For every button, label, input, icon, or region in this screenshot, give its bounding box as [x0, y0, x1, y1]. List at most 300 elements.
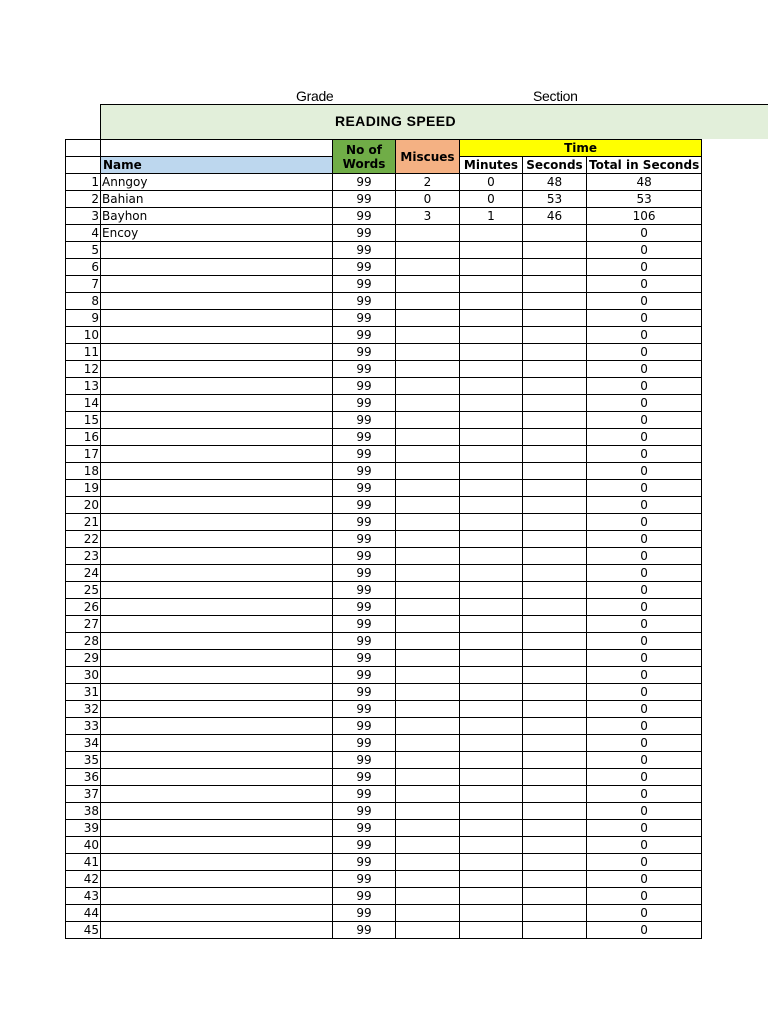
- miscues-cell[interactable]: [396, 599, 460, 616]
- seconds-cell[interactable]: [523, 259, 587, 276]
- student-name-cell[interactable]: [101, 480, 333, 497]
- words-cell[interactable]: 99: [333, 650, 396, 667]
- words-cell[interactable]: 99: [333, 684, 396, 701]
- seconds-cell[interactable]: [523, 769, 587, 786]
- row-number[interactable]: 31: [66, 684, 101, 701]
- miscues-cell[interactable]: 0: [396, 191, 460, 208]
- miscues-cell[interactable]: [396, 310, 460, 327]
- row-number[interactable]: 26: [66, 599, 101, 616]
- words-cell[interactable]: 99: [333, 701, 396, 718]
- row-number[interactable]: 12: [66, 361, 101, 378]
- student-name-cell[interactable]: [101, 293, 333, 310]
- seconds-cell[interactable]: [523, 429, 587, 446]
- seconds-cell[interactable]: [523, 718, 587, 735]
- total-seconds-cell[interactable]: 0: [587, 463, 702, 480]
- row-number[interactable]: 21: [66, 514, 101, 531]
- miscues-cell[interactable]: [396, 905, 460, 922]
- miscues-cell[interactable]: [396, 395, 460, 412]
- student-name-cell[interactable]: [101, 259, 333, 276]
- words-cell[interactable]: 99: [333, 310, 396, 327]
- student-name-cell[interactable]: [101, 752, 333, 769]
- total-seconds-cell[interactable]: 0: [587, 650, 702, 667]
- student-name-cell[interactable]: [101, 497, 333, 514]
- minutes-cell[interactable]: [460, 310, 523, 327]
- row-number[interactable]: 20: [66, 497, 101, 514]
- seconds-cell[interactable]: [523, 412, 587, 429]
- total-seconds-cell[interactable]: 0: [587, 922, 702, 939]
- minutes-cell[interactable]: [460, 242, 523, 259]
- total-seconds-cell[interactable]: 0: [587, 871, 702, 888]
- miscues-cell[interactable]: [396, 633, 460, 650]
- student-name-cell[interactable]: [101, 701, 333, 718]
- miscues-cell[interactable]: [396, 548, 460, 565]
- miscues-cell[interactable]: [396, 293, 460, 310]
- words-cell[interactable]: 99: [333, 803, 396, 820]
- miscues-cell[interactable]: [396, 701, 460, 718]
- words-cell[interactable]: 99: [333, 327, 396, 344]
- miscues-cell[interactable]: 3: [396, 208, 460, 225]
- seconds-cell[interactable]: [523, 242, 587, 259]
- miscues-cell[interactable]: [396, 667, 460, 684]
- total-seconds-cell[interactable]: 0: [587, 769, 702, 786]
- student-name-cell[interactable]: [101, 922, 333, 939]
- student-name-cell[interactable]: [101, 276, 333, 293]
- row-number[interactable]: 37: [66, 786, 101, 803]
- seconds-cell[interactable]: [523, 395, 587, 412]
- student-name-cell[interactable]: [101, 361, 333, 378]
- row-number[interactable]: 7: [66, 276, 101, 293]
- total-seconds-cell[interactable]: 0: [587, 667, 702, 684]
- seconds-cell[interactable]: [523, 565, 587, 582]
- row-number[interactable]: 5: [66, 242, 101, 259]
- total-seconds-cell[interactable]: 0: [587, 735, 702, 752]
- total-seconds-cell[interactable]: 0: [587, 293, 702, 310]
- minutes-cell[interactable]: [460, 225, 523, 242]
- row-number[interactable]: 36: [66, 769, 101, 786]
- seconds-cell[interactable]: [523, 667, 587, 684]
- miscues-cell[interactable]: [396, 820, 460, 837]
- words-cell[interactable]: 99: [333, 616, 396, 633]
- seconds-cell[interactable]: [523, 463, 587, 480]
- seconds-cell[interactable]: 48: [523, 174, 587, 191]
- seconds-cell[interactable]: [523, 327, 587, 344]
- miscues-cell[interactable]: [396, 769, 460, 786]
- total-seconds-cell[interactable]: 0: [587, 395, 702, 412]
- words-cell[interactable]: 99: [333, 276, 396, 293]
- row-number[interactable]: 10: [66, 327, 101, 344]
- seconds-cell[interactable]: [523, 548, 587, 565]
- student-name-cell[interactable]: [101, 310, 333, 327]
- minutes-cell[interactable]: [460, 684, 523, 701]
- student-name-cell[interactable]: [101, 548, 333, 565]
- row-number[interactable]: 32: [66, 701, 101, 718]
- words-cell[interactable]: 99: [333, 769, 396, 786]
- student-name-cell[interactable]: [101, 242, 333, 259]
- student-name-cell[interactable]: [101, 616, 333, 633]
- total-seconds-cell[interactable]: 0: [587, 565, 702, 582]
- miscues-cell[interactable]: [396, 344, 460, 361]
- total-seconds-cell[interactable]: 0: [587, 616, 702, 633]
- words-cell[interactable]: 99: [333, 514, 396, 531]
- minutes-cell[interactable]: [460, 344, 523, 361]
- total-seconds-cell[interactable]: 0: [587, 429, 702, 446]
- minutes-cell[interactable]: [460, 701, 523, 718]
- row-number[interactable]: 34: [66, 735, 101, 752]
- student-name-cell[interactable]: [101, 327, 333, 344]
- minutes-cell[interactable]: [460, 259, 523, 276]
- words-cell[interactable]: 99: [333, 344, 396, 361]
- words-cell[interactable]: 99: [333, 463, 396, 480]
- minutes-cell[interactable]: 0: [460, 174, 523, 191]
- student-name-cell[interactable]: [101, 599, 333, 616]
- miscues-cell[interactable]: [396, 327, 460, 344]
- seconds-cell[interactable]: [523, 514, 587, 531]
- row-number[interactable]: 19: [66, 480, 101, 497]
- minutes-cell[interactable]: [460, 446, 523, 463]
- miscues-cell[interactable]: [396, 497, 460, 514]
- miscues-cell[interactable]: [396, 480, 460, 497]
- row-number[interactable]: 8: [66, 293, 101, 310]
- miscues-cell[interactable]: [396, 735, 460, 752]
- seconds-cell[interactable]: [523, 446, 587, 463]
- student-name-cell[interactable]: [101, 582, 333, 599]
- row-number[interactable]: 33: [66, 718, 101, 735]
- minutes-cell[interactable]: [460, 667, 523, 684]
- total-seconds-cell[interactable]: 0: [587, 599, 702, 616]
- total-seconds-cell[interactable]: 0: [587, 820, 702, 837]
- miscues-cell[interactable]: [396, 650, 460, 667]
- words-cell[interactable]: 99: [333, 191, 396, 208]
- minutes-cell[interactable]: [460, 922, 523, 939]
- miscues-cell[interactable]: [396, 361, 460, 378]
- seconds-cell[interactable]: [523, 922, 587, 939]
- row-number[interactable]: 3: [66, 208, 101, 225]
- total-seconds-cell[interactable]: 0: [587, 242, 702, 259]
- seconds-cell[interactable]: [523, 633, 587, 650]
- seconds-cell[interactable]: [523, 582, 587, 599]
- minutes-cell[interactable]: [460, 888, 523, 905]
- words-cell[interactable]: 99: [333, 361, 396, 378]
- student-name-cell[interactable]: [101, 735, 333, 752]
- miscues-cell[interactable]: [396, 752, 460, 769]
- miscues-cell[interactable]: [396, 837, 460, 854]
- student-name-cell[interactable]: [101, 446, 333, 463]
- words-cell[interactable]: 99: [333, 480, 396, 497]
- minutes-cell[interactable]: [460, 480, 523, 497]
- words-cell[interactable]: 99: [333, 378, 396, 395]
- minutes-cell[interactable]: [460, 463, 523, 480]
- row-number[interactable]: 41: [66, 854, 101, 871]
- words-cell[interactable]: 99: [333, 820, 396, 837]
- seconds-cell[interactable]: [523, 276, 587, 293]
- seconds-cell[interactable]: [523, 905, 587, 922]
- minutes-cell[interactable]: [460, 650, 523, 667]
- words-cell[interactable]: 99: [333, 582, 396, 599]
- words-cell[interactable]: 99: [333, 446, 396, 463]
- words-cell[interactable]: 99: [333, 225, 396, 242]
- miscues-cell[interactable]: [396, 922, 460, 939]
- total-seconds-cell[interactable]: 0: [587, 225, 702, 242]
- total-seconds-cell[interactable]: 0: [587, 446, 702, 463]
- words-cell[interactable]: 99: [333, 395, 396, 412]
- seconds-cell[interactable]: [523, 616, 587, 633]
- seconds-cell[interactable]: [523, 225, 587, 242]
- seconds-cell[interactable]: [523, 378, 587, 395]
- miscues-cell[interactable]: [396, 378, 460, 395]
- miscues-cell[interactable]: [396, 616, 460, 633]
- words-cell[interactable]: 99: [333, 565, 396, 582]
- minutes-cell[interactable]: [460, 429, 523, 446]
- total-seconds-cell[interactable]: 0: [587, 888, 702, 905]
- seconds-cell[interactable]: [523, 344, 587, 361]
- miscues-cell[interactable]: [396, 718, 460, 735]
- words-cell[interactable]: 99: [333, 871, 396, 888]
- seconds-cell[interactable]: [523, 871, 587, 888]
- total-seconds-cell[interactable]: 0: [587, 412, 702, 429]
- row-number[interactable]: 4: [66, 225, 101, 242]
- total-seconds-cell[interactable]: 106: [587, 208, 702, 225]
- total-seconds-cell[interactable]: 48: [587, 174, 702, 191]
- total-seconds-cell[interactable]: 0: [587, 531, 702, 548]
- words-cell[interactable]: 99: [333, 752, 396, 769]
- total-seconds-cell[interactable]: 0: [587, 497, 702, 514]
- total-seconds-cell[interactable]: 0: [587, 259, 702, 276]
- seconds-cell[interactable]: [523, 786, 587, 803]
- minutes-cell[interactable]: [460, 616, 523, 633]
- minutes-cell[interactable]: [460, 803, 523, 820]
- seconds-cell[interactable]: [523, 837, 587, 854]
- student-name-cell[interactable]: Bayhon: [101, 208, 333, 225]
- row-number[interactable]: 42: [66, 871, 101, 888]
- row-number[interactable]: 16: [66, 429, 101, 446]
- row-number[interactable]: 1: [66, 174, 101, 191]
- minutes-cell[interactable]: [460, 769, 523, 786]
- seconds-cell[interactable]: 53: [523, 191, 587, 208]
- student-name-cell[interactable]: [101, 412, 333, 429]
- student-name-cell[interactable]: [101, 514, 333, 531]
- minutes-cell[interactable]: [460, 820, 523, 837]
- miscues-cell[interactable]: [396, 514, 460, 531]
- row-number[interactable]: 13: [66, 378, 101, 395]
- total-seconds-cell[interactable]: 0: [587, 633, 702, 650]
- total-seconds-cell[interactable]: 0: [587, 837, 702, 854]
- minutes-cell[interactable]: [460, 361, 523, 378]
- total-seconds-cell[interactable]: 0: [587, 803, 702, 820]
- total-seconds-cell[interactable]: 0: [587, 905, 702, 922]
- words-cell[interactable]: 99: [333, 242, 396, 259]
- miscues-cell[interactable]: [396, 803, 460, 820]
- minutes-cell[interactable]: [460, 718, 523, 735]
- total-seconds-cell[interactable]: 0: [587, 854, 702, 871]
- seconds-cell[interactable]: [523, 480, 587, 497]
- student-name-cell[interactable]: [101, 684, 333, 701]
- student-name-cell[interactable]: Encoy: [101, 225, 333, 242]
- miscues-cell[interactable]: [396, 446, 460, 463]
- student-name-cell[interactable]: [101, 463, 333, 480]
- total-seconds-cell[interactable]: 0: [587, 786, 702, 803]
- row-number[interactable]: 25: [66, 582, 101, 599]
- student-name-cell[interactable]: [101, 854, 333, 871]
- student-name-cell[interactable]: [101, 633, 333, 650]
- seconds-cell[interactable]: [523, 361, 587, 378]
- seconds-cell[interactable]: [523, 820, 587, 837]
- minutes-cell[interactable]: [460, 395, 523, 412]
- row-number[interactable]: 39: [66, 820, 101, 837]
- minutes-cell[interactable]: [460, 412, 523, 429]
- total-seconds-cell[interactable]: 0: [587, 276, 702, 293]
- minutes-cell[interactable]: [460, 786, 523, 803]
- words-cell[interactable]: 99: [333, 905, 396, 922]
- minutes-cell[interactable]: [460, 905, 523, 922]
- minutes-cell[interactable]: [460, 531, 523, 548]
- row-number[interactable]: 14: [66, 395, 101, 412]
- total-seconds-cell[interactable]: 53: [587, 191, 702, 208]
- miscues-cell[interactable]: [396, 242, 460, 259]
- words-cell[interactable]: 99: [333, 667, 396, 684]
- words-cell[interactable]: 99: [333, 888, 396, 905]
- row-number[interactable]: 24: [66, 565, 101, 582]
- seconds-cell[interactable]: [523, 599, 587, 616]
- total-seconds-cell[interactable]: 0: [587, 701, 702, 718]
- student-name-cell[interactable]: Bahian: [101, 191, 333, 208]
- student-name-cell[interactable]: [101, 871, 333, 888]
- student-name-cell[interactable]: [101, 905, 333, 922]
- miscues-cell[interactable]: [396, 225, 460, 242]
- row-number[interactable]: 38: [66, 803, 101, 820]
- total-seconds-cell[interactable]: 0: [587, 752, 702, 769]
- words-cell[interactable]: 99: [333, 412, 396, 429]
- minutes-cell[interactable]: [460, 565, 523, 582]
- words-cell[interactable]: 99: [333, 174, 396, 191]
- row-number[interactable]: 35: [66, 752, 101, 769]
- seconds-cell[interactable]: [523, 752, 587, 769]
- seconds-cell[interactable]: [523, 684, 587, 701]
- student-name-cell[interactable]: [101, 786, 333, 803]
- seconds-cell[interactable]: 46: [523, 208, 587, 225]
- miscues-cell[interactable]: [396, 463, 460, 480]
- words-cell[interactable]: 99: [333, 548, 396, 565]
- row-number[interactable]: 6: [66, 259, 101, 276]
- student-name-cell[interactable]: [101, 820, 333, 837]
- minutes-cell[interactable]: [460, 548, 523, 565]
- row-number[interactable]: 28: [66, 633, 101, 650]
- words-cell[interactable]: 99: [333, 837, 396, 854]
- row-number[interactable]: 30: [66, 667, 101, 684]
- student-name-cell[interactable]: [101, 888, 333, 905]
- words-cell[interactable]: 99: [333, 293, 396, 310]
- miscues-cell[interactable]: [396, 888, 460, 905]
- seconds-cell[interactable]: [523, 497, 587, 514]
- student-name-cell[interactable]: [101, 667, 333, 684]
- total-seconds-cell[interactable]: 0: [587, 548, 702, 565]
- row-number[interactable]: 17: [66, 446, 101, 463]
- words-cell[interactable]: 99: [333, 786, 396, 803]
- seconds-cell[interactable]: [523, 803, 587, 820]
- minutes-cell[interactable]: [460, 735, 523, 752]
- miscues-cell[interactable]: [396, 854, 460, 871]
- total-seconds-cell[interactable]: 0: [587, 310, 702, 327]
- row-number[interactable]: 44: [66, 905, 101, 922]
- miscues-cell[interactable]: [396, 429, 460, 446]
- student-name-cell[interactable]: [101, 378, 333, 395]
- minutes-cell[interactable]: [460, 633, 523, 650]
- row-number[interactable]: 9: [66, 310, 101, 327]
- row-number[interactable]: 40: [66, 837, 101, 854]
- minutes-cell[interactable]: [460, 854, 523, 871]
- total-seconds-cell[interactable]: 0: [587, 514, 702, 531]
- words-cell[interactable]: 99: [333, 854, 396, 871]
- row-number[interactable]: 23: [66, 548, 101, 565]
- row-number[interactable]: 18: [66, 463, 101, 480]
- total-seconds-cell[interactable]: 0: [587, 327, 702, 344]
- minutes-cell[interactable]: [460, 599, 523, 616]
- words-cell[interactable]: 99: [333, 531, 396, 548]
- total-seconds-cell[interactable]: 0: [587, 582, 702, 599]
- student-name-cell[interactable]: [101, 531, 333, 548]
- row-number[interactable]: 15: [66, 412, 101, 429]
- minutes-cell[interactable]: [460, 378, 523, 395]
- minutes-cell[interactable]: [460, 497, 523, 514]
- miscues-cell[interactable]: [396, 412, 460, 429]
- words-cell[interactable]: 99: [333, 208, 396, 225]
- minutes-cell[interactable]: 1: [460, 208, 523, 225]
- student-name-cell[interactable]: Anngoy: [101, 174, 333, 191]
- row-number[interactable]: 22: [66, 531, 101, 548]
- total-seconds-cell[interactable]: 0: [587, 344, 702, 361]
- total-seconds-cell[interactable]: 0: [587, 480, 702, 497]
- seconds-cell[interactable]: [523, 854, 587, 871]
- miscues-cell[interactable]: [396, 871, 460, 888]
- words-cell[interactable]: 99: [333, 497, 396, 514]
- student-name-cell[interactable]: [101, 565, 333, 582]
- total-seconds-cell[interactable]: 0: [587, 361, 702, 378]
- seconds-cell[interactable]: [523, 293, 587, 310]
- total-seconds-cell[interactable]: 0: [587, 684, 702, 701]
- student-name-cell[interactable]: [101, 837, 333, 854]
- miscues-cell[interactable]: [396, 565, 460, 582]
- minutes-cell[interactable]: [460, 276, 523, 293]
- words-cell[interactable]: 99: [333, 718, 396, 735]
- row-number[interactable]: 29: [66, 650, 101, 667]
- student-name-cell[interactable]: [101, 650, 333, 667]
- minutes-cell[interactable]: [460, 293, 523, 310]
- row-number[interactable]: 43: [66, 888, 101, 905]
- seconds-cell[interactable]: [523, 531, 587, 548]
- words-cell[interactable]: 99: [333, 922, 396, 939]
- row-number[interactable]: 45: [66, 922, 101, 939]
- miscues-cell[interactable]: [396, 531, 460, 548]
- miscues-cell[interactable]: [396, 259, 460, 276]
- minutes-cell[interactable]: [460, 871, 523, 888]
- seconds-cell[interactable]: [523, 701, 587, 718]
- seconds-cell[interactable]: [523, 650, 587, 667]
- total-seconds-cell[interactable]: 0: [587, 718, 702, 735]
- miscues-cell[interactable]: [396, 786, 460, 803]
- words-cell[interactable]: 99: [333, 259, 396, 276]
- student-name-cell[interactable]: [101, 769, 333, 786]
- minutes-cell[interactable]: [460, 752, 523, 769]
- seconds-cell[interactable]: [523, 888, 587, 905]
- miscues-cell[interactable]: [396, 276, 460, 293]
- words-cell[interactable]: 99: [333, 599, 396, 616]
- miscues-cell[interactable]: 2: [396, 174, 460, 191]
- row-number[interactable]: 27: [66, 616, 101, 633]
- seconds-cell[interactable]: [523, 310, 587, 327]
- minutes-cell[interactable]: [460, 514, 523, 531]
- student-name-cell[interactable]: [101, 395, 333, 412]
- words-cell[interactable]: 99: [333, 735, 396, 752]
- total-seconds-cell[interactable]: 0: [587, 378, 702, 395]
